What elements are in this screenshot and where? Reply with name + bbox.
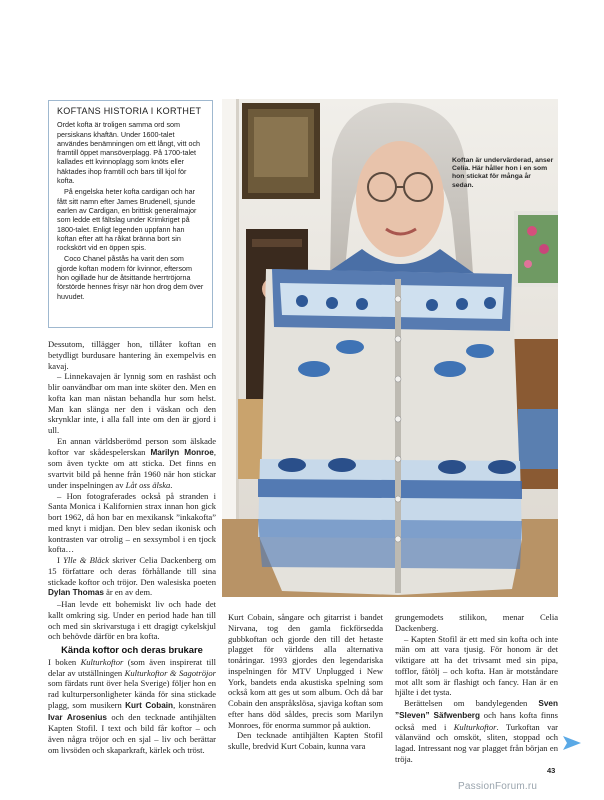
sidebar-paragraph: På engelska heter kofta cardigan och har fått sitt namn efter James Brudenell, sjunde earlen av Cardigan, en brittisk generalmajor som ledde ett fältslag under Krimkriget på 1800-talet. Enligt legenden uppfann han koftan efter att ha råkat bränna bort sin rockskört vid en öppen spis. <box>57 187 197 253</box>
person-name: Sven ”Sleven” Säfwenberg <box>395 699 558 720</box>
text-run: (som även inspirerat till delar av utställningen <box>48 656 216 678</box>
sidebar-paragraph: Coco Chanel påstås ha varit den som gjorde koftan modern för kvinnor, eftersom hon ogillade hur de åtsittande herrtröjorna förstörde hennes frisyr när hon drog dem över huvudet. <box>57 254 204 301</box>
person-name: Ivar Arosenius <box>48 712 107 722</box>
body-paragraph <box>48 436 216 491</box>
person-name: Kurt Cobain <box>125 700 174 710</box>
book-title: Kulturkoftor <box>453 721 497 732</box>
exhibition-title: Kulturkoftor & Sagotröjor <box>124 667 217 678</box>
book-title: Kulturkoftor <box>80 656 124 667</box>
continue-arrow-icon <box>563 736 581 750</box>
text-run: , som även tyckte om att sticka. Det finns en svartvit bild på henne från 1960 när hon stickar under inspelningen av <box>48 446 216 490</box>
person-name: Marilyn Monroe <box>150 447 214 457</box>
book-title: Ylle & Bläck <box>63 555 110 565</box>
history-sidebar <box>48 100 213 328</box>
body-paragraph: – Hon fotograferades också på stranden i Santa Monica i Kalifornien strax innan hon gick bort 1962, då hon bar en mexikansk ”inkakofta” med knyt i midjan. Den blev sedan ikonisk och kontrasten var otrolig – en sexsymbol i en tjock kofta… <box>48 490 216 555</box>
text-run: och den tecknade antihjälten Kapten Stofil. I text och bild får koftor – och även några tröjor och en sjal – liv och berättar om livsöden och skaparkraft, kärlek och tröst. <box>48 711 217 755</box>
sidebar-title: KOFTANS HISTORIA I KORTHET <box>57 106 202 116</box>
person-name: Dylan Thomas <box>48 588 104 598</box>
body-paragraph: grungemodets stilikon, menar Celia Dackenberg. <box>395 612 558 633</box>
article-column-3 <box>395 612 558 765</box>
text-run: . Turkoftan var välanvänd och omsköt, sliten, stoppad och lagad. Intressant nog var plagget från början en tröja. <box>395 721 558 764</box>
text-run: Berättelsen om bandylegenden <box>404 698 539 708</box>
text-run: är en av dem. <box>103 587 153 598</box>
watermark: PassionForum.ru <box>458 781 538 792</box>
body-paragraph: Kurt Cobain, sångare och gitarrist i bandet Nirvana, tog den gamla fickförsedda gubbkoftan och gjorde den till det hetaste plagget för världens alla alternativa tonåringar. 1993 gjordes den legendariska inspelningen för MTV Unplugged i New York, bandets enda akustiska spelning som också kom att ges ut som album. Och då bar Cobain den anspråkslösa, sjaviga koftan som efter hans död såldes, precis som Marilyn Monroes, för enorma summor på auktion. <box>228 612 383 730</box>
body-paragraph: –Han levde ett bohemiskt liv och hade det kallt omkring sig. Under en period hade han till och med sin skrivarstuga i ett dragigt cykelskjul och behövde därför en bra kofta. <box>48 599 216 642</box>
text-run: och hans kofta finns också med i <box>395 709 558 732</box>
text-run: . <box>170 479 173 490</box>
body-paragraph: Dessutom, tillägger hon, tillåter koftan en betydligt burdusare hantering än exempelvis en kavaj. <box>48 339 216 371</box>
text-run: skriver Celia Dackenberg om 15 författare och deras förhållande till sina stickade koftor och tröjor. Den walesiska poeten <box>48 555 216 587</box>
article-column-2 <box>228 612 383 752</box>
text-run: , konstnären <box>173 699 216 710</box>
page-number: 43 <box>547 766 556 775</box>
section-heading: Kända koftor och deras brukare <box>61 644 203 655</box>
body-paragraph: – Kapten Stofil är ett med sin kofta och inte män om att vara tjusig. För honom är det viktigare att ha det trivsamt med sin pipa, tofflor, fåtölj – och kofta. Han är motståndare mot allt som är flashigt och fancy. Han är en hjälte i det tysta. <box>395 633 558 698</box>
body-paragraph: – Linnekavajen är lynnig som en rashäst och blir oanvändbar om man inte sköter den. Men en kofta kan man nästan behandla hur som helst. Man kan slänga ner den i väskan och den skrynklar inte, i alla fall inte om den är gjord i ull. <box>48 371 216 435</box>
film-title: Låt oss älska <box>125 479 171 490</box>
photo-caption: Koftan är undervärderad, anser Celia. Här håller hon i en som hon stickat för många år sedan. <box>452 157 554 189</box>
text-run: En annan världsberömd person som älskade koftor var skådespelerskan <box>48 435 216 457</box>
body-paragraph: Den tecknade antihjälten Kapten Stofil skulle, bredvid Kurt Cobain, kunna vara <box>228 730 383 751</box>
body-paragraph <box>48 657 216 756</box>
body-paragraph <box>395 698 558 765</box>
text-run: I boken <box>48 656 81 667</box>
text-run: som färdats runt över hela Sverige) följer hon en rad kulturpersonligheter kända för sina stickade plagg, som musikern <box>48 678 216 710</box>
article-column-1 <box>48 339 216 756</box>
body-paragraph <box>48 555 216 599</box>
text-run: I <box>57 555 64 565</box>
sidebar-paragraph: Ordet kofta är troligen samma ord som persiskans khaftān. Under 1600-talet användes benämningen om ett långt, vitt och framtill öppet mansöverplagg. På 1700-talet kallades ett kvinnoplagg som knöts eller häktades ihop framtill och bars till kjol för kofta. <box>57 120 201 186</box>
